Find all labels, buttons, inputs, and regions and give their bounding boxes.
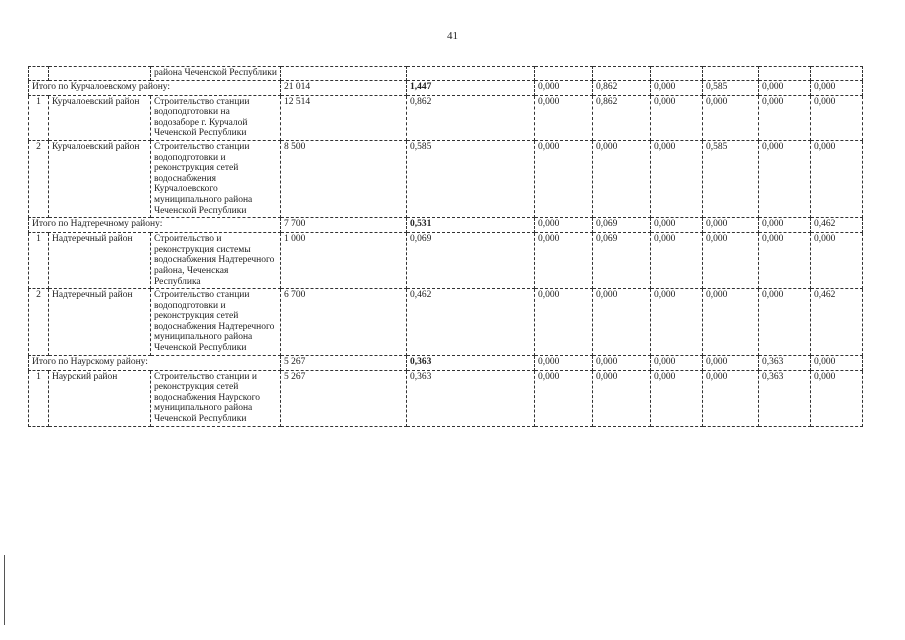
value-cell: 0,069 — [593, 233, 651, 289]
district-cell: Курчалоевский район — [49, 95, 151, 140]
project-row — [29, 370, 863, 426]
total-cost-cell: 5 267 — [281, 355, 407, 370]
district-cell: Курчалоевский район — [49, 140, 151, 217]
value-cell — [703, 67, 759, 81]
total-cost-cell: 6 700 — [281, 289, 407, 356]
district-cell — [49, 67, 151, 81]
value-cell: 0,000 — [651, 140, 703, 217]
value-cell: 0,000 — [811, 370, 863, 426]
district-total-row — [29, 218, 863, 233]
continuation-row — [29, 67, 863, 81]
district-total-label: Итого по Наурскому району: — [29, 355, 281, 370]
value-cell: 0,862 — [593, 80, 651, 95]
sum-cell: 0,585 — [407, 140, 535, 217]
row-number: 1 — [29, 233, 49, 289]
value-cell: 0,000 — [651, 233, 703, 289]
value-cell: 0,000 — [759, 289, 811, 356]
value-cell: 0,862 — [593, 95, 651, 140]
district-cell: Надтеречный район — [49, 233, 151, 289]
value-cell: 0,000 — [759, 218, 811, 233]
sum-cell: 0,363 — [407, 370, 535, 426]
scan-margin-line — [4, 555, 5, 625]
project-cell: Строительство станции и реконструкция сетей водоснабжения Наурского муниципального района Чеченской Республики — [151, 370, 281, 426]
value-cell: 0,000 — [651, 289, 703, 356]
project-row — [29, 289, 863, 356]
budget-table — [28, 66, 863, 427]
total-cost-cell: 12 514 — [281, 95, 407, 140]
value-cell — [811, 67, 863, 81]
page-number: 41 — [447, 30, 458, 42]
value-cell — [535, 67, 593, 81]
value-cell: 0,000 — [535, 370, 593, 426]
value-cell: 0,585 — [703, 140, 759, 217]
district-total-label: Итого по Надтеречному району: — [29, 218, 281, 233]
value-cell: 0,000 — [811, 95, 863, 140]
district-cell: Наурский район — [49, 370, 151, 426]
district-cell: Надтеречный район — [49, 289, 151, 356]
row-number: 2 — [29, 140, 49, 217]
project-cell: Строительство станции водоподготовки на водозаборе г. Курчалой Чеченской Республики — [151, 95, 281, 140]
value-cell: 0,000 — [535, 218, 593, 233]
value-cell — [651, 67, 703, 81]
district-total-label: Итого по Курчалоевскому району: — [29, 80, 281, 95]
project-cell: Строительство станции водоподготовки и реконструкция сетей водоснабжения Надтеречного муниципального района Чеченской Республики — [151, 289, 281, 356]
value-cell: 0,000 — [593, 140, 651, 217]
value-cell: 0,000 — [651, 370, 703, 426]
value-cell: 0,000 — [593, 370, 651, 426]
value-cell: 0,000 — [651, 95, 703, 140]
row-number — [29, 67, 49, 81]
row-number: 1 — [29, 95, 49, 140]
value-cell: 0,585 — [703, 80, 759, 95]
value-cell: 0,000 — [593, 289, 651, 356]
value-cell: 0,000 — [811, 355, 863, 370]
value-cell: 0,000 — [759, 233, 811, 289]
value-cell: 0,000 — [811, 80, 863, 95]
value-cell: 0,069 — [593, 218, 651, 233]
sum-cell: 0,069 — [407, 233, 535, 289]
sum-cell: 0,531 — [407, 218, 535, 233]
sum-cell: 0,462 — [407, 289, 535, 356]
value-cell — [593, 67, 651, 81]
district-total-row — [29, 80, 863, 95]
project-row — [29, 233, 863, 289]
total-cost-cell: 1 000 — [281, 233, 407, 289]
value-cell: 0,000 — [703, 95, 759, 140]
value-cell: 0,000 — [535, 80, 593, 95]
total-cost-cell: 7 700 — [281, 218, 407, 233]
value-cell: 0,363 — [759, 370, 811, 426]
value-cell: 0,462 — [811, 218, 863, 233]
project-cell: Строительство и реконструкция системы водоснабжения Надтеречного района, Чеченская Республика — [151, 233, 281, 289]
project-cell: Строительство станции водоподготовки и реконструкция сетей водоснабжения Курчалоевского муниципального района Чеченской Республики — [151, 140, 281, 217]
value-cell — [759, 67, 811, 81]
project-cell: района Чеченской Республики — [151, 67, 281, 81]
value-cell: 0,000 — [759, 80, 811, 95]
sum-cell: 0,363 — [407, 355, 535, 370]
total-cost-cell — [281, 67, 407, 81]
value-cell: 0,000 — [593, 355, 651, 370]
value-cell: 0,000 — [703, 370, 759, 426]
total-cost-cell: 8 500 — [281, 140, 407, 217]
row-number: 2 — [29, 289, 49, 356]
project-row — [29, 140, 863, 217]
sum-cell — [407, 67, 535, 81]
value-cell: 0,000 — [703, 233, 759, 289]
value-cell: 0,000 — [811, 140, 863, 217]
project-row — [29, 95, 863, 140]
value-cell: 0,000 — [759, 140, 811, 217]
value-cell: 0,000 — [535, 95, 593, 140]
sum-cell: 0,862 — [407, 95, 535, 140]
value-cell: 0,000 — [811, 233, 863, 289]
value-cell: 0,000 — [759, 95, 811, 140]
value-cell: 0,000 — [535, 289, 593, 356]
value-cell: 0,000 — [535, 140, 593, 217]
value-cell: 0,000 — [703, 218, 759, 233]
row-number: 1 — [29, 370, 49, 426]
value-cell: 0,000 — [703, 289, 759, 356]
value-cell: 0,000 — [651, 355, 703, 370]
district-total-row — [29, 355, 863, 370]
value-cell: 0,000 — [703, 355, 759, 370]
value-cell: 0,363 — [759, 355, 811, 370]
value-cell: 0,462 — [811, 289, 863, 356]
sum-cell: 1,447 — [407, 80, 535, 95]
value-cell: 0,000 — [651, 80, 703, 95]
value-cell: 0,000 — [535, 355, 593, 370]
value-cell: 0,000 — [535, 233, 593, 289]
total-cost-cell: 21 014 — [281, 80, 407, 95]
value-cell: 0,000 — [651, 218, 703, 233]
total-cost-cell: 5 267 — [281, 370, 407, 426]
